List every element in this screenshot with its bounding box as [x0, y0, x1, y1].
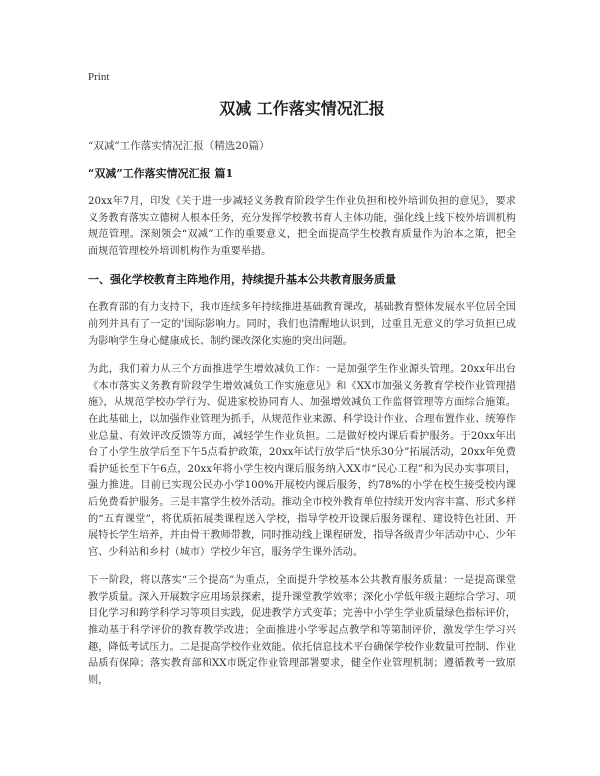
- section-heading: “双减”工作落实情况汇报 篇1: [88, 167, 234, 180]
- paragraph-measures: 为此，我们着力从三个方面推进学生增效减负工作：一是加强学生作业源头管理。20xx年出台《本市落实义务教育阶段学生增效减负工作实施意见》和《XX市加强义务教育学校作业管理措施》，从规范学校办学行为、促进家校协同育人、加强增效减负工作监督管理等方面综合施策。在此基础上，以加强作业管理为抓手，从规范作业来源、科学设计作业、合理布置作业、统筹作业总量、有效评改反馈等方面，减轻学生作业负担。二是做好校内课后看护服务。于20xx年出台了小学生放学后至下午5点看护政策，20xx年试行放学后“快乐30分”拓展活动，20xx年免费看护延长至下午6点，20xx年将小学生校内课后服务纳入XX市“民心工程”和为民办实事项目，强力推进。目前已实现公民办小学100%开展校内课后服务，约78%的小学在校生接受校内课后免费看护服务。三是丰富学生校外活动。推动全市校外教育单位持续开发内容丰富、形式多样的“五育课堂”，将优质拓展类课程送入学校，指导学校开设课后服务课程、建设特色社团、开展特长学生培养，并由骨干教师带教，同时推动线上课程研发，指导各级青少年活动中心、少年宫、少科站和乡村（城市）学校少年宫，服务学生课外活动。: [88, 364, 516, 558]
- page-title: 双减 工作落实情况汇报: [219, 99, 385, 118]
- document-subtitle: “双减”工作落实情况汇报（精选20篇）: [88, 140, 270, 152]
- paragraph-background: 在教育部的有力支持下，我市连续多年持续推进基础教育课改，基础教育整体发展水平位居全国前列并具有了一定的'国际影响力。同时，我们也清醒地认识到，过重且无意义的学习负担已成为影响学生身心健康成长、制约课改深化实施的突出问题。: [88, 302, 516, 347]
- document-page: [88, 70, 516, 701]
- chapter-heading: 一、强化学校教育主阵地作用，持续提升基本公共教育服务质量: [88, 273, 396, 287]
- print-label: Print: [88, 71, 110, 83]
- paragraph-next-stage: 下一阶段，将以落实“三个提高”为重点，全面提升学校基本公共教育服务质量：一是提高课堂教学质量。深入开展数字应用场景探索，提升课堂教学效率；深化小学低年级主题综合学习、项目化学习和跨学科学习等项目实践，促进教学方式变革；完善中小学生学业质量绿色指标评价，推动基于科学评价的教育教学改进；全面推进小学零起点教学和等第制评价，激发学生学习兴趣，降低考试压力。二是提高学校作业效能。依托信息技术平台确保学校作业数量可控制、作业品质有保障；落实教育部和XX市既定作业管理部署要求，健全作业管理机制；遵循教考一致原则，: [88, 575, 516, 686]
- paragraph-intro: 20xx年7月，印发《关于进一步减轻义务教育阶段学生作业负担和校外培训负担的意见》，要求义务教育落实立德树人根本任务，充分发挥学校教书育人主体功能，强化线上线下校外培训机构规范管理。深刻领会“双减”工作的重要意义，把全面提高学生校教育质量作为治本之策，把全面规范管理校外培训机构作为重要举措。: [88, 196, 516, 257]
